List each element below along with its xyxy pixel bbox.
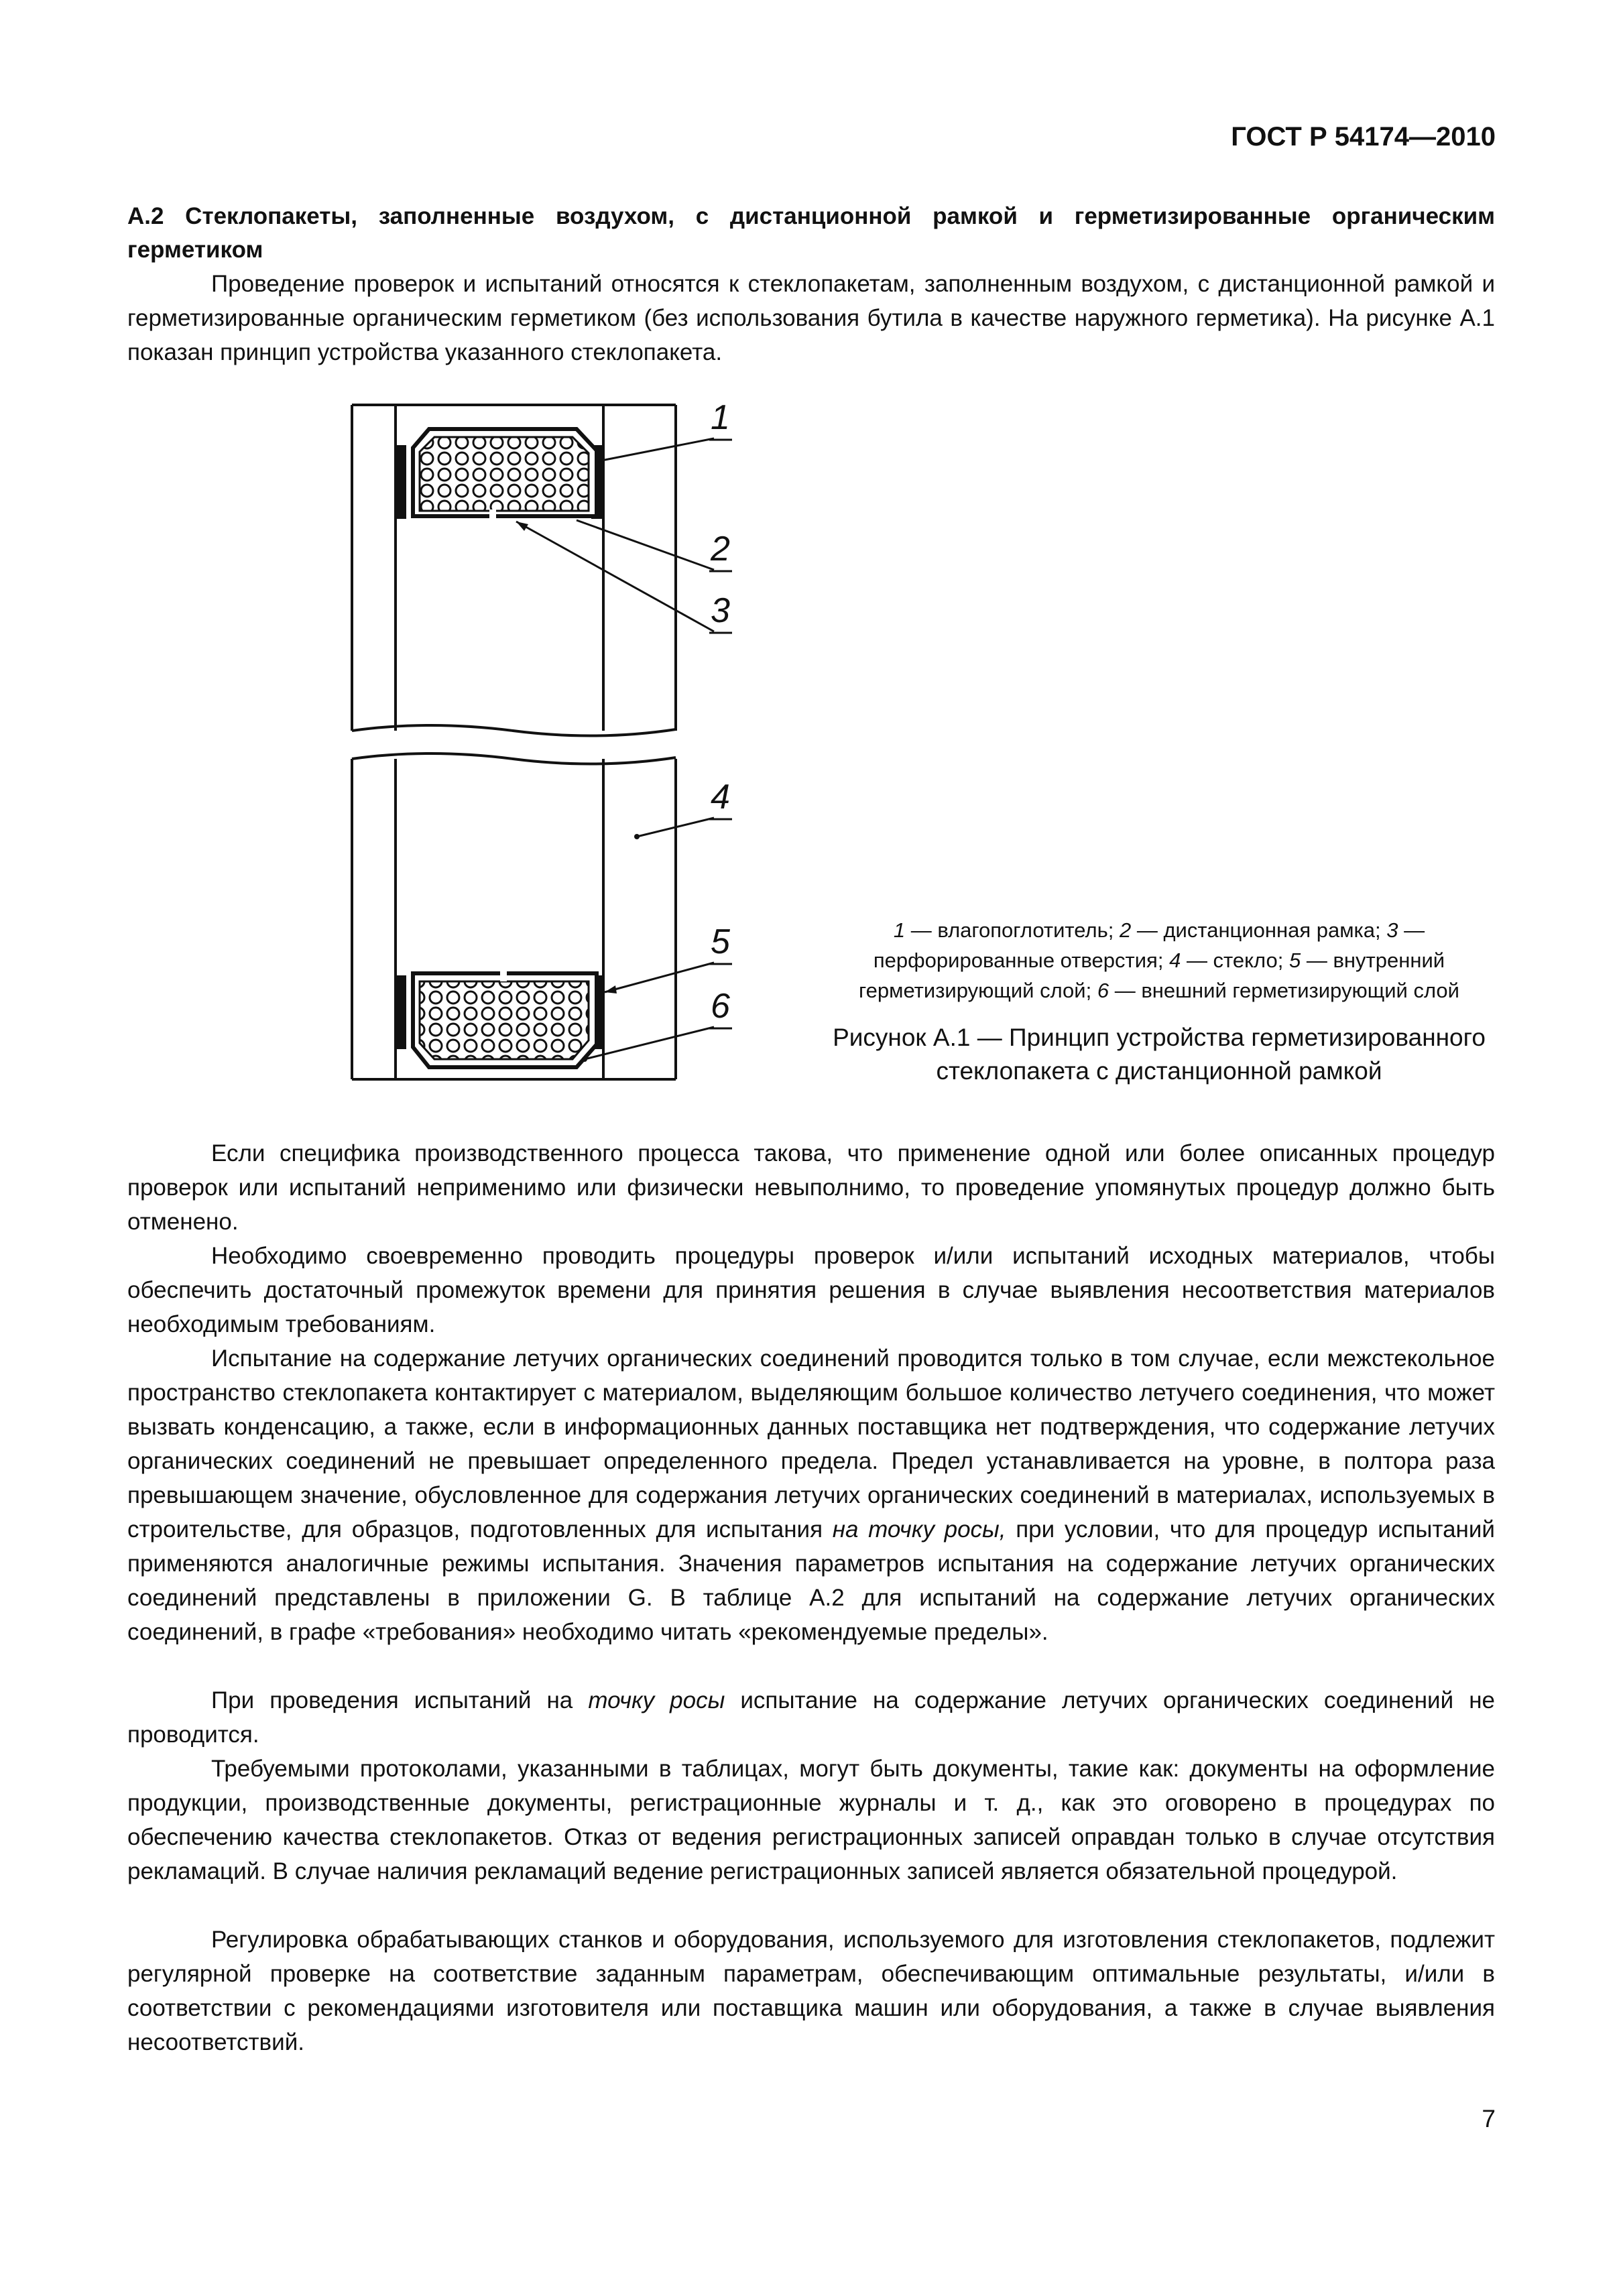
legend-text-5: — внутренний герметизирующий слой; — [859, 949, 1445, 1002]
glass-pane-left-upper — [352, 405, 396, 731]
insulating-glass-diagram — [349, 402, 758, 1093]
body-paragraph-3-part-a: Испытание на содержание летучих органических соединений проводится только в том случае, если межстекольное пространство стеклопакета контактирует с материалом, выделяющим большое количество летучего соединения, что может вызвать конденсацию, а также, если в информационных данных поставщика нет подтверждения, что содержание летучих органических соединений не превышает определенного предела. Предел устанавливается на уровне, в полтора раза превышающем значение, обусловленное для содержания летучих органических соединений в материалах, используемых в строительстве, для образцов, подготовленных для испытания — [127, 1345, 1495, 1543]
svg-text:3: 3 — [711, 591, 730, 630]
figure-label-1 — [709, 402, 732, 440]
legend-text-6: — внешний герметизирующий слой — [1109, 979, 1459, 1002]
leader-line-5 — [605, 963, 714, 992]
body-paragraph-3-emphasis: на точку росы, — [832, 1516, 1006, 1543]
figure-legend — [823, 915, 1495, 1006]
break-line-lower — [352, 753, 676, 764]
svg-text:4: 4 — [711, 778, 730, 817]
figure-label-6 — [709, 987, 732, 1028]
perforation-bottom — [500, 971, 507, 981]
legend-num-3: 3 — [1386, 918, 1398, 942]
inner-sealant-top-left — [396, 445, 406, 519]
body-paragraph-4-emphasis: точку росы — [588, 1687, 725, 1713]
inner-sealant-bottom-left — [396, 975, 406, 1049]
body-paragraph-3-part-b: при условии, что для процедур испытаний применяются аналогичные режимы испытания. Значения параметров испытания на содержание летучих органических соединений представлены в приложении G. В таблице А.2 для испытаний на содержание летучих органических соединений, в графе «требования» необходимо читать «рекомендуемые пределы». — [127, 1516, 1495, 1645]
svg-text:1: 1 — [711, 402, 730, 437]
spacer-frame-bottom — [396, 971, 603, 1067]
document-code: ГОСТ Р 54174—2010 — [1231, 122, 1496, 152]
spacer-frame-top — [396, 429, 603, 519]
legend-num-2: 2 — [1119, 918, 1132, 942]
leader-line-2 — [577, 520, 714, 570]
svg-text:5: 5 — [711, 922, 730, 961]
svg-text:2: 2 — [711, 530, 730, 568]
figure-label-4 — [709, 778, 732, 819]
break-line-upper — [352, 725, 676, 736]
body-paragraph-4-part-a: При проведения испытаний на — [211, 1687, 589, 1713]
body-paragraph-4-part-b: испытание на содержание летучих органических соединений не проводится. — [127, 1687, 1495, 1748]
body-paragraph-6: Регулировка обрабатывающих станков и оборудования, используемого для изготовления стеклопакетов, подлежит регулярной проверке на соответствие заданным параметрам, обеспечивающим оптимальные результаты, и/или в соответствии с рекомендациями изготовителя или поставщика машин или оборудования, а также в случае выявления несоответствий. — [127, 1927, 1495, 2055]
legend-text-4: — стекло; — [1181, 949, 1289, 972]
legend-text-1: — влагопоглотитель; — [905, 918, 1120, 942]
figure-label-2 — [709, 530, 732, 571]
leader-line-3 — [516, 522, 714, 631]
section-heading: А.2 Стеклопакеты, заполненные воздухом, с дистанционной рамкой и герметизированные органическим герметиком — [127, 203, 1495, 263]
body-paragraph-1: Если специфика производственного процесса такова, что применение одной или более описанных процедур проверок или испытаний неприменимо или физически невыполнимо, то проведение упомянутых процедур должно быть отменено. — [127, 1140, 1495, 1235]
legend-text-3: — перфорированные отверстия; — [873, 918, 1425, 972]
legend-num-6: 6 — [1097, 979, 1109, 1002]
glass-pane-left-lower — [352, 759, 396, 1079]
perforation-top — [489, 509, 496, 519]
body-paragraph-5: Требуемыми протоколами, указанными в таблицах, могут быть документы, такие как: документы на оформление продукции, производственные документы, регистрационные журналы и т. д., как это оговорено в процедурах по обеспечению качества стеклопакетов. Отказ от ведения регистрационных записей оправдан только в случае отсутствия рекламаций. В случае наличия рекламаций ведение регистрационных записей является обязательной процедурой. — [127, 1756, 1495, 1884]
figure-label-3 — [709, 591, 732, 633]
figure-caption: Рисунок А.1 — Принцип устройства герметизированного стеклопакета с дистанционной рамкой — [833, 1024, 1486, 1085]
legend-num-4: 4 — [1169, 949, 1181, 972]
body-paragraph-4 — [127, 1683, 1495, 1752]
page-number: 7 — [1482, 2105, 1496, 2132]
glass-pane-right-lower — [603, 759, 676, 1079]
section-intro-paragraph: Проведение проверок и испытаний относятся к стеклопакетам, заполненным воздухом, с дистанционной рамкой и герметизированные органическим герметиком (без использования бутила в качестве наружного герметика). На рисунке А.1 показан принцип устройства указанного стеклопакета. — [127, 271, 1495, 365]
body-paragraph-2: Необходимо своевременно проводить процедуры проверок и/или испытаний исходных материалов, чтобы обеспечить достаточный промежуток времени для принятия решения в случае выявления несоответствия материалов необходимым требованиям. — [127, 1243, 1495, 1337]
svg-text:6: 6 — [711, 987, 730, 1026]
legend-num-1: 1 — [893, 918, 906, 942]
figure-label-5 — [709, 922, 732, 964]
legend-text-2: — дистанционная рамка; — [1131, 918, 1387, 942]
legend-num-5: 5 — [1288, 949, 1301, 972]
body-paragraph-3 — [127, 1341, 1495, 1649]
leader-line-1 — [598, 438, 714, 461]
